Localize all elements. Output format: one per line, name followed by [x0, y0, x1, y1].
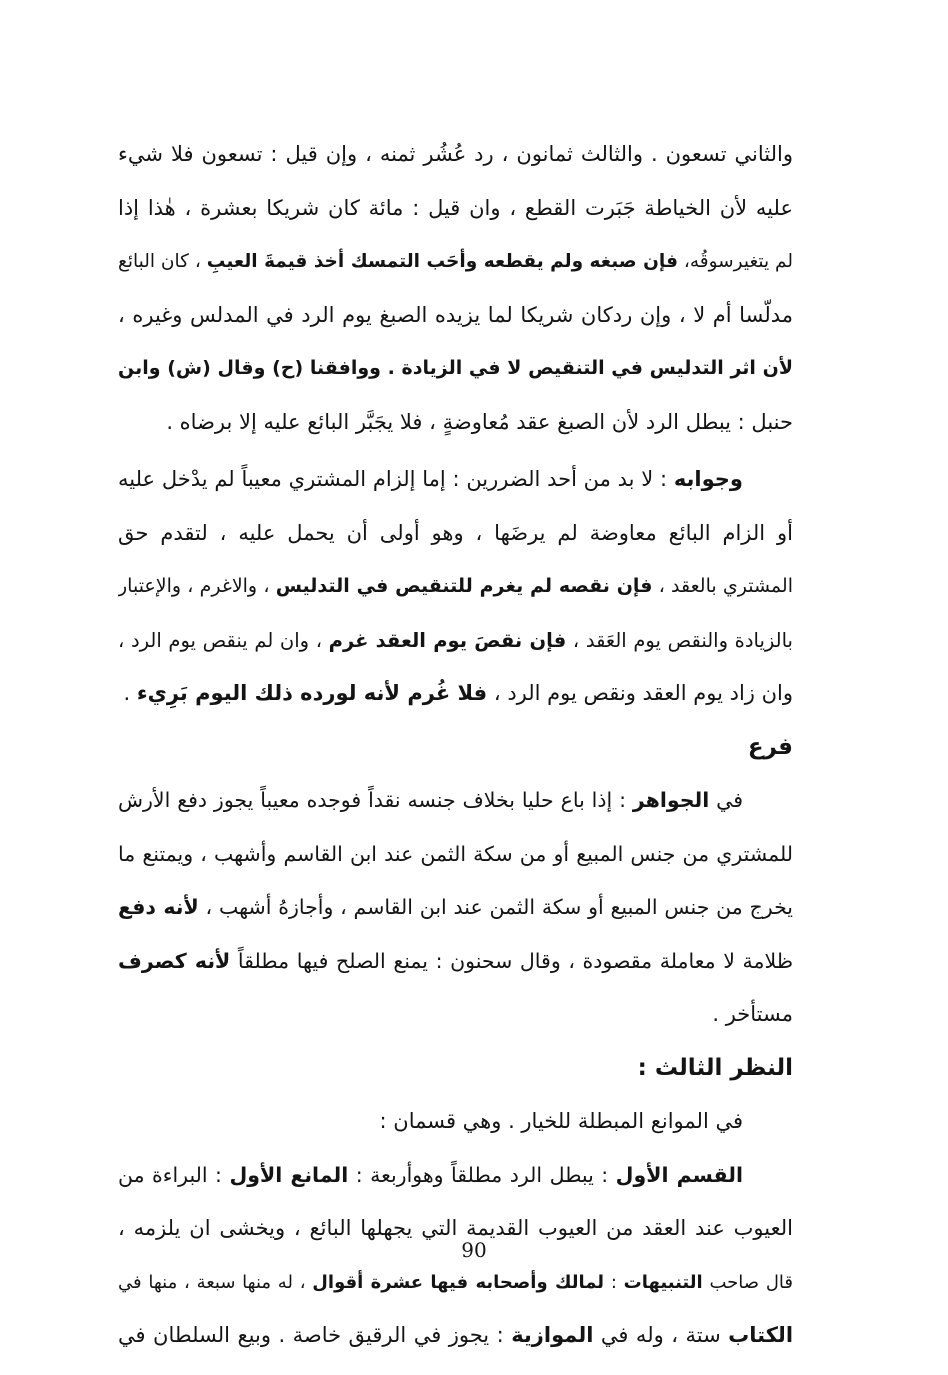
text-segment: عليه لأن الخياطة جَبَرت القطع ، وان قيل : مائة كان شريكا بعشرة ، هٰذا إذا: [118, 195, 793, 220]
text-line: [118, 828, 793, 882]
bold-text-segment: لأنه كصرف: [118, 948, 231, 973]
text-segment: ستة ، وله في: [593, 1323, 729, 1347]
text-line: [118, 507, 793, 561]
text-line: [118, 1149, 793, 1203]
text-line: [118, 881, 793, 935]
text-segment: : إذا باع حليا بخلاف جنسه نقداً فوجده معيباً يجوز دفع الأرش: [118, 788, 633, 812]
text-segment: :: [604, 1271, 624, 1293]
bold-text-segment: القسم الأول: [615, 1162, 744, 1187]
text-segment: أو الزام البائع معاوضة لم يرضَها ، وهو أولى أن يحمل عليه ، لتقدم حق: [118, 520, 793, 545]
bold-text-segment: فرع: [747, 733, 793, 760]
text-segment: ظلامة لا معاملة مقصودة ، وقال سحنون : يمنع الصلح فيها مطلقاً: [230, 948, 793, 973]
bold-text-segment: فإن نقصَ يوم العقد غرم: [328, 628, 567, 652]
text-line: [118, 614, 793, 668]
text-line: [118, 1095, 793, 1149]
section-heading: [118, 721, 793, 775]
text-segment: مستأخر .: [712, 1002, 793, 1026]
bold-text-segment: الموازية: [511, 1323, 594, 1347]
text-line: [118, 1309, 793, 1363]
text-line: [118, 182, 793, 236]
bold-text-segment: وجوابه: [673, 467, 743, 491]
text-segment: ، كان البائع: [118, 251, 207, 272]
text-line: [118, 560, 793, 614]
text-segment: للمشتري من جنس المبيع أو من سكة الثمن عند ابن القاسم وأشهب ، ويمتنع ما: [118, 841, 793, 866]
text-segment: في الموانع المبطلة للخيار . وهي قسمان :: [379, 1109, 743, 1133]
bold-text-segment: لمالك وأصحابه فيها عشرة أقوال: [312, 1271, 605, 1293]
section-heading: [118, 1042, 793, 1096]
text-segment: : البراءة من: [118, 1162, 230, 1187]
text-segment: .: [123, 681, 137, 705]
text-segment: في: [709, 788, 744, 812]
text-segment: مدلّسا أم لا ، وإن ردكان شريكا لما يزيده الصبغ يوم الرد في المدلس وغيره ،: [118, 302, 793, 327]
text-line: [118, 935, 793, 989]
bold-text-segment: لأن اثر التدليس في التنقيص لا في الزيادة . ووافقنا (ح) وقال (ش) وابن: [118, 357, 793, 379]
text-line: [118, 1256, 793, 1310]
text-segment: لم يتغيرسوقُه،: [677, 251, 793, 272]
text-segment: ، له منها سبعة ، منها في: [118, 1271, 313, 1293]
text-segment: ، والاغرم ، والإعتبار: [118, 575, 276, 597]
text-segment: يخرج من جنس المبيع أو سكة الثمن عند ابن القاسم ، وأجازهُ أشهب ،: [198, 895, 793, 919]
text-segment: : يجوز في الرقيق خاصة . وبيع السلطان في: [118, 1323, 512, 1347]
text-segment: والثاني تسعون . والثالث ثمانون ، رد عُشُر ثمنه ، وإن قيل : تسعون فلا شيء: [118, 142, 793, 166]
text-line: [118, 289, 793, 343]
body-text: [118, 128, 793, 1363]
text-segment: :: [637, 1054, 655, 1081]
text-segment: قال صاحب: [702, 1271, 793, 1293]
text-line: [118, 235, 793, 289]
text-segment: العيوب عند العقد من العيوب القديمة التي يجهلها البائع ، ويخشى ان يلزمه ،: [118, 1216, 793, 1240]
text-segment: : يبطل الرد مطلقاً وهوأربعة :: [348, 1162, 616, 1187]
bold-text-segment: الجواهر: [632, 788, 710, 812]
bold-text-segment: فإن صبغه ولم يقطعه وأحَب التمسك أخذ قيمةَ العيبِ: [206, 251, 678, 272]
text-line: [118, 774, 793, 828]
text-segment: بالزيادة والنقص يوم العَقد ،: [566, 628, 793, 652]
text-segment: حنبل : يبطل الرد لأن الصبغ عقد مُعاوضةٍ ، فلا يجَبَّر البائع عليه إلا برضاه .: [166, 409, 793, 434]
text-line: [118, 453, 793, 507]
text-segment: وان زاد يوم العقد ونقص يوم الرد ،: [487, 681, 793, 705]
text-line: [118, 128, 793, 182]
bold-text-segment: الكتاب: [728, 1323, 793, 1347]
text-line: [118, 396, 793, 450]
text-line: [118, 667, 793, 721]
text-line: [118, 342, 793, 396]
text-segment: ، وان لم ينقص يوم الرد ،: [118, 628, 329, 652]
bold-text-segment: فإن نقصه لم يغرم للتنقيص في التدليس: [275, 575, 653, 597]
text-segment: المشتري بالعقد ،: [652, 575, 793, 597]
bold-text-segment: المانع الأول: [229, 1162, 349, 1187]
bold-text-segment: التنبيهات: [623, 1271, 703, 1293]
bold-text-segment: فلا غُرم لأنه لورده ذلك اليوم بَرِيء: [136, 681, 488, 705]
text-segment: : لا بد من أحد الضررين : إما إلزام المشتري معيباً لم يدْخل عليه: [118, 467, 674, 491]
bold-text-segment: لأنه دفع: [118, 895, 199, 919]
bold-text-segment: النظر الثالث: [654, 1054, 793, 1081]
text-line: [118, 988, 793, 1042]
page-number: 90: [461, 1238, 487, 1262]
